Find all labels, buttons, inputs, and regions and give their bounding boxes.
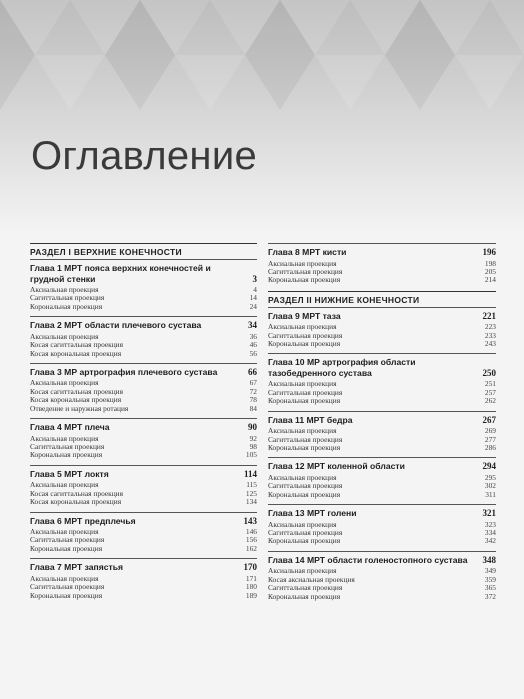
chapter-title-row: [268, 247, 496, 258]
projection-list: [268, 380, 496, 405]
projection-page-number: 277: [484, 434, 496, 444]
projection-page-number: 342: [484, 536, 496, 546]
projection-entry: [30, 498, 257, 506]
projection-entry: [268, 537, 496, 545]
chapter-title: Глава 8 МРТ кисти: [268, 247, 347, 257]
chapter-page-number: 221: [482, 310, 496, 321]
projection-name: Аксиальная проекция: [268, 566, 337, 576]
chapter-page-number: 90: [248, 422, 257, 433]
chapter-list: [30, 259, 257, 600]
projection-page-number: 359: [484, 574, 496, 584]
chapter-title-row: [268, 357, 496, 378]
projection-page-number: 36: [249, 331, 257, 341]
projection-page-number: 92: [249, 433, 257, 443]
projection-name: Сагиттальная проекция: [268, 266, 343, 276]
projection-page-number: 24: [249, 301, 257, 311]
chapter-title-row: [30, 516, 257, 527]
chapter-entry: [268, 411, 496, 453]
projection-page-number: 180: [245, 582, 257, 592]
projection-name: Сагиттальная проекция: [268, 481, 343, 491]
chapter-title-row: [268, 461, 496, 472]
chapter-page-number: 250: [482, 367, 496, 378]
projection-page-number: 162: [245, 543, 257, 553]
chapter-entry: [268, 551, 496, 601]
projection-entry: [268, 444, 496, 452]
projection-page-number: 286: [484, 442, 496, 452]
projection-page-number: 46: [249, 340, 257, 350]
toc-right-column: [268, 243, 496, 606]
chapter-page-number: 294: [482, 461, 496, 472]
projection-name: Косая корональная проекция: [30, 348, 122, 358]
projection-page-number: 311: [485, 489, 496, 499]
projection-name: Сагиттальная проекция: [30, 582, 105, 592]
projection-entry: [268, 491, 496, 499]
projection-name: Сагиттальная проекция: [268, 583, 343, 593]
section-heading: РАЗДЕЛ I ВЕРХНИЕ КОНЕЧНОСТИ: [30, 243, 257, 257]
projection-page-number: 295: [484, 472, 496, 482]
projection-page-number: 171: [245, 573, 257, 583]
chapter-title-row: [30, 422, 257, 433]
projection-name: Сагиттальная проекция: [30, 441, 105, 451]
projection-name: Корональная проекция: [30, 590, 103, 600]
projection-name: Косая сагиттальная проекция: [30, 340, 124, 350]
projection-name: Косая сагиттальная проекция: [30, 386, 124, 396]
projection-list: [30, 528, 257, 553]
projection-page-number: 214: [484, 275, 496, 285]
projection-list: [30, 286, 257, 311]
chapter-page-number: 66: [248, 366, 257, 377]
projection-name: Аксиальная проекция: [30, 433, 99, 443]
projection-list: [268, 521, 496, 546]
projection-page-number: 302: [484, 481, 496, 491]
toc-left-column: [30, 243, 257, 605]
projection-page-number: 14: [249, 293, 257, 303]
chapter-entry: [268, 457, 496, 499]
projection-page-number: 189: [245, 590, 257, 600]
projection-name: Сагиттальная проекция: [268, 528, 343, 537]
projection-list: [30, 379, 257, 413]
projection-page-number: 198: [484, 258, 496, 268]
projection-name: Косая сагиттальная проекция: [30, 488, 124, 498]
chapter-title: Глава 9 МРТ таза: [268, 310, 341, 321]
page-title: Оглавление: [31, 134, 258, 178]
projection-name: Аксиальная проекция: [30, 573, 99, 583]
chapter-title: Глава 3 МР артрография плечевого сустава: [30, 366, 218, 377]
projection-name: Аксиальная проекция: [30, 378, 99, 388]
chapter-page-number: 3: [252, 273, 257, 284]
projection-page-number: 56: [249, 348, 257, 358]
projection-name: Косая аксиальная проекция: [268, 574, 355, 584]
projection-page-number: 365: [484, 583, 496, 593]
chapter-entry: [30, 363, 257, 413]
projection-list: [30, 481, 257, 506]
projection-name: Сагиттальная проекция: [30, 293, 105, 303]
projection-page-number: 205: [484, 266, 496, 276]
chapter-title-row: [268, 415, 496, 426]
chapter-title-row: [30, 367, 257, 378]
chapter-title: Глава 2 МРТ области плечевого сустава: [30, 320, 202, 331]
chapter-title: Глава 4 МРТ плеча: [30, 422, 110, 433]
projection-name: Корональная проекция: [30, 450, 103, 460]
projection-entry: [268, 593, 496, 601]
chapter-title-row: [268, 555, 496, 566]
projection-page-number: 349: [484, 566, 496, 576]
projection-list: [268, 427, 496, 452]
projection-page-number: 125: [245, 488, 257, 498]
projection-name: Аксиальная проекция: [268, 322, 337, 332]
chapter-entry: [30, 512, 257, 554]
chapter-title: Глава 13 МРТ голени: [268, 508, 357, 519]
chapter-page-number: 196: [482, 247, 496, 257]
projection-name: Аксиальная проекция: [268, 472, 337, 482]
chapter-entry: [268, 243, 496, 285]
chapter-title: Глава 6 МРТ предплечья: [30, 515, 136, 526]
chapter-entry: [30, 465, 257, 507]
projection-name: Косая корональная проекция: [30, 395, 122, 405]
projection-page-number: 98: [249, 441, 257, 451]
projection-page-number: 146: [245, 527, 257, 536]
projection-list: [30, 333, 257, 358]
chapter-title-row: [30, 320, 257, 331]
chapter-title-row: [30, 562, 257, 573]
projection-list: [30, 575, 257, 600]
projection-page-number: 269: [484, 426, 496, 436]
chapter-page-number: 321: [482, 508, 496, 519]
chapter-title: Глава 1 МРТ пояса верхних конечностей и грудной стенки: [30, 263, 211, 284]
chapter-page-number: 34: [248, 320, 257, 331]
chapter-entry: [30, 259, 257, 311]
chapter-title-row: [268, 311, 496, 322]
chapter-title: Глава 7 МРТ запястья: [30, 562, 124, 573]
projection-name: Сагиттальная проекция: [268, 330, 343, 340]
projection-entry: [30, 451, 257, 459]
projection-list: [268, 260, 496, 285]
projection-entry: [30, 350, 257, 358]
projection-name: Корональная проекция: [268, 339, 341, 349]
chapter-page-number: 114: [243, 468, 257, 479]
projection-name: Аксиальная проекция: [268, 426, 337, 436]
projection-name: Сагиттальная проекция: [268, 387, 343, 397]
projection-name: Аксиальная проекция: [30, 285, 99, 294]
projection-name: Аксиальная проекция: [30, 527, 99, 536]
projection-list: [268, 567, 496, 601]
chapter-entry: [30, 558, 257, 600]
chapter-entry: [268, 353, 496, 405]
projection-page-number: 156: [245, 535, 257, 545]
projection-name: Аксиальная проекция: [268, 519, 337, 529]
projection-name: Аксиальная проекция: [30, 480, 99, 490]
projection-page-number: 334: [484, 528, 496, 537]
projection-page-number: 67: [249, 378, 257, 388]
chapter-title: Глава 10 МР артрография области тазобедренного сустава: [268, 357, 416, 378]
geometric-pattern: [0, 0, 524, 235]
projection-page-number: 323: [484, 519, 496, 529]
projection-entry: [30, 405, 257, 413]
projection-name: Аксиальная проекция: [268, 258, 337, 268]
projection-name: Корональная проекция: [30, 301, 103, 311]
chapter-entry: [30, 418, 257, 460]
projection-page-number: 105: [245, 450, 257, 460]
projection-name: Аксиальная проекция: [268, 379, 337, 389]
projection-entry: [30, 592, 257, 600]
projection-name: Косая корональная проекция: [30, 497, 122, 507]
projection-name: Аксиальная проекция: [30, 331, 99, 341]
projection-page-number: 251: [484, 379, 496, 389]
projection-page-number: 243: [484, 339, 496, 349]
projection-name: Корональная проекция: [268, 591, 341, 601]
chapter-title: Глава 11 МРТ бедра: [268, 414, 353, 425]
projection-entry: [268, 397, 496, 405]
chapter-list: [268, 243, 496, 285]
projection-name: Корональная проекция: [268, 275, 341, 285]
projection-name: Корональная проекция: [268, 396, 341, 406]
section-heading: РАЗДЕЛ II НИЖНИЕ КОНЕЧНОСТИ: [268, 291, 496, 305]
projection-name: Отведение и наружная ротация: [30, 403, 129, 413]
chapter-title-row: [30, 263, 257, 284]
projection-name: Корональная проекция: [268, 536, 341, 546]
chapter-title-row: [268, 508, 496, 519]
chapter-list: [268, 307, 496, 601]
chapter-entry: [30, 316, 257, 358]
projection-entry: [268, 340, 496, 348]
projection-name: Корональная проекция: [268, 489, 341, 499]
chapter-title: Глава 14 МРТ области голеностопного сустава: [268, 554, 468, 565]
projection-page-number: 4: [253, 285, 257, 294]
projection-name: Сагиттальная проекция: [268, 434, 343, 444]
projection-page-number: 262: [484, 396, 496, 406]
projection-page-number: 223: [484, 322, 496, 332]
projection-page-number: 115: [246, 480, 257, 490]
chapter-entry: [268, 307, 496, 349]
header-banner: [0, 0, 524, 235]
projection-entry: [268, 276, 496, 284]
projection-page-number: 134: [245, 497, 257, 507]
chapter-title-row: [30, 469, 257, 480]
chapter-title: Глава 5 МРТ локтя: [30, 468, 109, 479]
projection-page-number: 372: [484, 591, 496, 601]
chapter-page-number: 348: [482, 554, 496, 565]
chapter-title: Глава 12 МРТ коленной области: [268, 461, 405, 472]
projection-list: [268, 323, 496, 348]
projection-page-number: 78: [249, 395, 257, 405]
projection-page-number: 257: [484, 387, 496, 397]
projection-page-number: 72: [249, 386, 257, 396]
projection-page-number: 84: [249, 403, 257, 413]
projection-name: Корональная проекция: [268, 442, 341, 452]
projection-list: [30, 435, 257, 460]
projection-list: [268, 474, 496, 499]
projection-entry: [30, 545, 257, 553]
chapter-entry: [268, 504, 496, 546]
chapter-page-number: 267: [482, 414, 496, 425]
projection-name: Сагиттальная проекция: [30, 535, 105, 545]
chapter-page-number: 170: [243, 562, 257, 573]
projection-entry: [30, 303, 257, 311]
chapter-page-number: 143: [243, 515, 257, 526]
projection-page-number: 233: [484, 330, 496, 340]
projection-name: Корональная проекция: [30, 543, 103, 553]
